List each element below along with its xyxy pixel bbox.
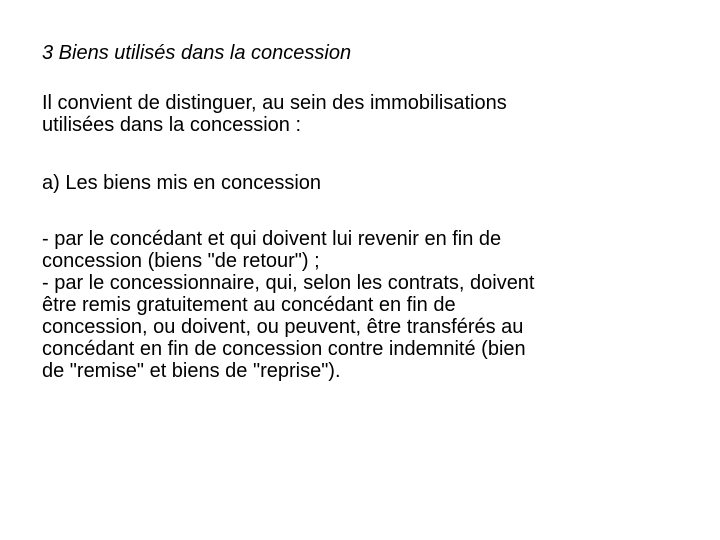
list-line: de "remise" et biens de "reprise"). — [42, 360, 341, 382]
list-line: concession (biens "de retour") ; — [42, 250, 320, 272]
section-heading: 3 Biens utilisés dans la concession — [42, 42, 352, 64]
list-line: concession, ou doivent, ou peuvent, être transférés au — [42, 316, 524, 338]
list-line: - par le concédant et qui doivent lui revenir en fin de — [42, 228, 502, 250]
intro-line: Il convient de distinguer, au sein des immobilisations — [42, 92, 507, 114]
list-line: concédant en fin de concession contre indemnité (bien — [42, 338, 526, 360]
list-line: être remis gratuitement au concédant en fin de — [42, 294, 456, 316]
list-line: - par le concessionnaire, qui, selon les contrats, doivent — [42, 272, 535, 294]
intro-line: utilisées dans la concession : — [42, 114, 302, 136]
slide-content — [42, 40, 672, 382]
subsection-title: a) Les biens mis en concession — [42, 172, 322, 194]
intro-paragraph — [42, 92, 672, 136]
list-paragraph — [42, 228, 672, 382]
